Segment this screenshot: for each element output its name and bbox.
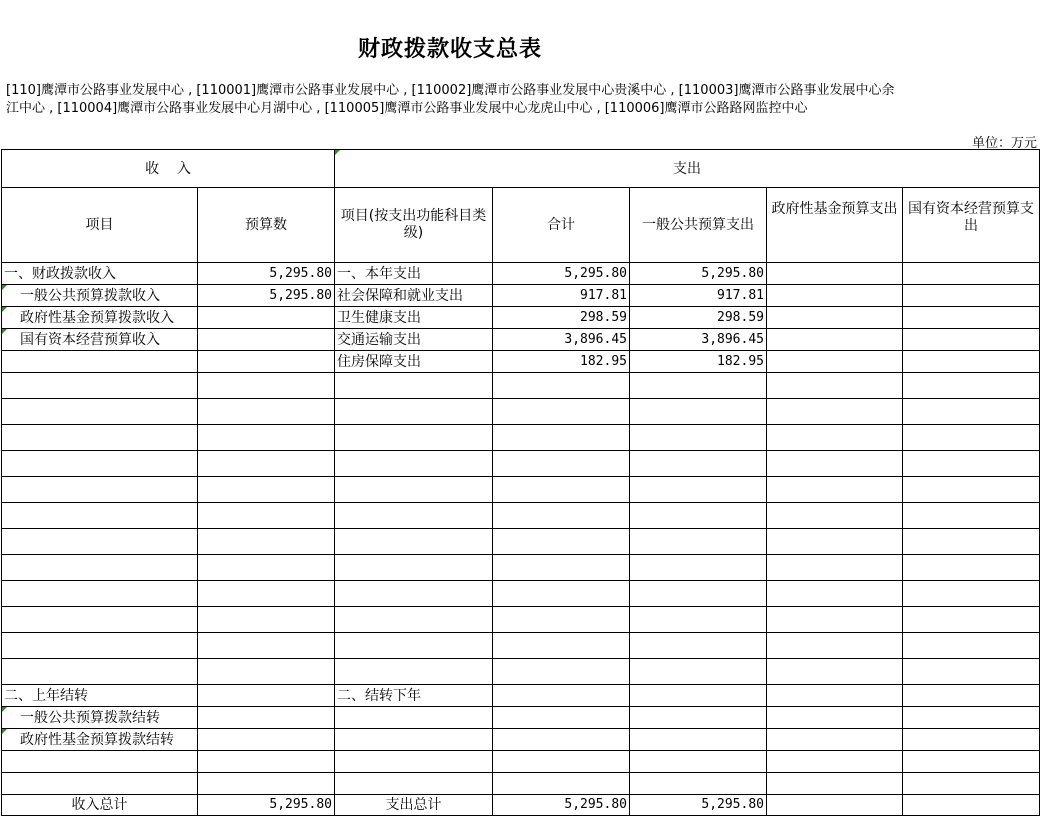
carry-row <box>2 685 1040 707</box>
table-row <box>2 307 1040 329</box>
expense-state-capital <box>903 285 1040 307</box>
unit-list: [110]鹰潭市公路事业发展中心 , [110001]鹰潭市公路事业发展中心 , [110002]鹰潭市公路事业发展中心贵溪中心 , [110003]鹰潭市公路事业发展中心余江中心 , [110004]鹰潭市公路事业发展中心月湖中心 , [110005]鹰潭市公路事业发展中心龙虎山中心 , [110006]鹰潭市公路路网监控中心 <box>6 83 895 116</box>
carry-expense-item: 二、结转下年 <box>335 685 493 707</box>
carry-expense-item <box>335 707 493 729</box>
col-exp-item-header: 项目(按支出功能科目类级) <box>335 188 493 263</box>
col-gov-fund-header: 政府性基金预算支出 <box>767 188 903 263</box>
expense-item: 住房保障支出 <box>335 351 493 373</box>
table-row <box>2 351 1040 373</box>
income-item: 一般公共预算拨款收入 <box>2 285 198 307</box>
income-total-label: 收入总计 <box>2 795 198 816</box>
income-value: 5,295.80 <box>198 285 335 307</box>
carry-income-item: 二、上年结转 <box>2 685 198 707</box>
carry-row <box>2 707 1040 729</box>
expense-state-capital <box>903 351 1040 373</box>
empty-row <box>2 633 1040 659</box>
col-budget-header: 预算数 <box>198 188 335 263</box>
empty-row <box>2 373 1040 399</box>
table-row <box>2 263 1040 285</box>
col-total-header: 合计 <box>493 188 630 263</box>
page-title: 财政拨款收支总表 <box>357 36 542 62</box>
income-value <box>198 329 335 351</box>
income-item: 政府性基金预算拨款收入 <box>2 307 198 329</box>
empty-row <box>2 773 1040 795</box>
expense-total-value: 5,295.80 <box>493 795 630 816</box>
income-value <box>198 307 335 329</box>
income-item: 国有资本经营预算收入 <box>2 329 198 351</box>
empty-row <box>2 451 1040 477</box>
empty-row <box>2 581 1040 607</box>
carry-row <box>2 729 1040 751</box>
expense-gov-fund <box>767 285 903 307</box>
table-row <box>2 285 1040 307</box>
expense-state-capital <box>903 329 1040 351</box>
empty-row <box>2 659 1040 685</box>
col-state-capital-header: 国有资本经营预算支出 <box>903 188 1040 263</box>
expense-item: 社会保障和就业支出 <box>335 285 493 307</box>
income-header: 收 入 <box>2 150 335 188</box>
income-item: 一、财政拨款收入 <box>2 263 198 285</box>
income-value: 5,295.80 <box>198 263 335 285</box>
income-item <box>2 351 198 373</box>
empty-row <box>2 751 1040 773</box>
empty-row <box>2 399 1040 425</box>
expense-item: 一、本年支出 <box>335 263 493 285</box>
header-row-2 <box>2 188 1040 263</box>
expense-general-total: 5,295.80 <box>630 795 767 816</box>
empty-row <box>2 425 1040 451</box>
empty-row <box>2 477 1040 503</box>
expense-general: 5,295.80 <box>630 263 767 285</box>
expense-item: 交通运输支出 <box>335 329 493 351</box>
expense-total: 3,896.45 <box>493 329 630 351</box>
expense-total-label: 支出总计 <box>335 795 493 816</box>
empty-row <box>2 555 1040 581</box>
empty-row <box>2 529 1040 555</box>
income-value <box>198 351 335 373</box>
expense-general: 298.59 <box>630 307 767 329</box>
carry-expense-item <box>335 729 493 751</box>
totals-row <box>2 795 1040 816</box>
expense-gov-fund <box>767 351 903 373</box>
carry-income-item: 一般公共预算拨款结转 <box>2 707 198 729</box>
expense-total: 5,295.80 <box>493 263 630 285</box>
expense-total: 917.81 <box>493 285 630 307</box>
header-row-1 <box>2 150 1040 188</box>
expense-state-capital <box>903 307 1040 329</box>
expense-gov-fund <box>767 307 903 329</box>
empty-row <box>2 503 1040 529</box>
expense-general: 3,896.45 <box>630 329 767 351</box>
expense-total: 298.59 <box>493 307 630 329</box>
carry-income-item: 政府性基金预算拨款结转 <box>2 729 198 751</box>
unit-label: 单位：万元 <box>971 136 1037 151</box>
income-total-value: 5,295.80 <box>198 795 335 816</box>
expense-total: 182.95 <box>493 351 630 373</box>
expense-item: 卫生健康支出 <box>335 307 493 329</box>
col-item-header: 项目 <box>2 188 198 263</box>
col-general-header: 一般公共预算支出 <box>630 188 767 263</box>
budget-table <box>1 149 1040 816</box>
expense-gov-fund <box>767 263 903 285</box>
expense-header: 支出 <box>335 150 1040 188</box>
expense-general: 182.95 <box>630 351 767 373</box>
empty-row <box>2 607 1040 633</box>
expense-gov-fund <box>767 329 903 351</box>
table-row <box>2 329 1040 351</box>
expense-state-capital <box>903 263 1040 285</box>
expense-general: 917.81 <box>630 285 767 307</box>
